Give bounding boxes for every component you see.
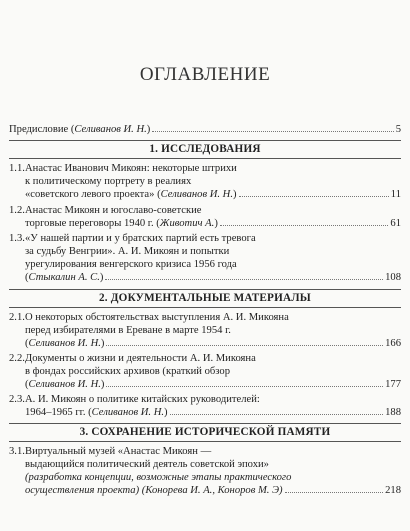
toc-entry-preface: Предисловие (Селиванов И. Н.) 5 — [9, 124, 401, 135]
leader-dots — [285, 492, 384, 493]
section-heading: 1. ИССЛЕДОВАНИЯ — [149, 143, 261, 155]
leader-dots — [239, 196, 389, 197]
leader-dots — [106, 386, 383, 387]
toc-entry-2-3: 2.3.А. И. Микоян о политике китайских руководителей: — [9, 394, 260, 405]
page-number: 188 — [385, 407, 401, 418]
section-divider — [9, 307, 401, 308]
toc-entry-2-1: 2.1.О некоторых обстоятельствах выступления А. И. Микояна — [9, 312, 289, 323]
page-number: 11 — [390, 189, 401, 200]
leader-dots — [105, 279, 383, 280]
toc-entry-1-3: 1.3.«У нашей партии и у братских партий есть тревога — [9, 233, 256, 244]
toc-entry-2-2: 2.2.Документы о жизни и деятельности А. И. Микояна — [9, 353, 256, 364]
page-title: ОГЛАВЛЕНИЕ — [139, 64, 271, 85]
section-heading: 3. СОХРАНЕНИЕ ИСТОРИЧЕСКОЙ ПАМЯТИ — [79, 426, 331, 438]
section-divider — [9, 289, 401, 290]
section-divider — [9, 441, 401, 442]
leader-dots — [170, 414, 384, 415]
toc-entry-1-2: 1.2.Анастас Микоян и югославо-советские — [9, 205, 202, 216]
toc-entry-1-1: 1.1.Анастас Иванович Микоян: некоторые штрихи — [9, 163, 237, 174]
leader-dots — [152, 131, 393, 132]
section-divider — [9, 140, 401, 141]
page-number: 177 — [385, 379, 401, 390]
page-number: 108 — [385, 272, 401, 283]
leader-dots — [106, 345, 383, 346]
page-number: 5 — [395, 124, 401, 135]
toc-entry-3-1: 3.1.Виртуальный музей «Анастас Микоян — — [9, 446, 212, 457]
section-heading: 2. ДОКУМЕНТАЛЬНЫЕ МАТЕРИАЛЫ — [99, 292, 311, 304]
page-number: 166 — [385, 338, 401, 349]
toc-page: ОГЛАВЛЕНИЕ Предисловие (Селиванов И. Н.) 5 1. ИССЛЕДОВАНИЯ 1.1.Анастас Иванович Микоян: некоторые штрихи к политическому портрету в реалиях «советского левого проекта» (Селиванов И. Н.) 11 1.2.Анастас Микоян и югославо-советские торговые переговоры 1940 г. (Животич А.) 61 1.3.«У нашей партии и у братских партий есть тревога за судьбу Венгрии». А. И. Микоян и попытки урегулирования венгерского кризиса 1956 года (Стыкалин А. С.) 108 2. ДОКУМЕНТАЛЬНЫЕ МАТЕРИАЛЫ 2.1.О некоторых обстоятельствах выступления А. И. Микояна перед избирателями в Ереване в марте 1954 г. (Селиванов И. Н.) 166 2.2.Документы о жизни и деятельности А. И. Микояна в фондах российских архивов (краткий обзор (Селиванов И. Н.) 177 2.3.А. И. Микоян о политике китайских руководителей: 1964–1965 гг. (Селиванов И. Н.) 188 3. СОХРАНЕНИЕ ИСТОРИЧЕСКОЙ ПАМЯТИ 3.1.Виртуальный музей «Анастас Микоян — выдающийся политический деятель советской эпохи» (разработка концепции, возможные этапы практического осуществления проекта) (Конорева И. А., Коноров М. Э) 218 — [0, 0, 410, 531]
page-number: 218 — [385, 485, 401, 496]
page-number: 61 — [390, 218, 401, 229]
section-divider — [9, 158, 401, 159]
leader-dots — [220, 225, 389, 226]
section-divider — [9, 423, 401, 424]
